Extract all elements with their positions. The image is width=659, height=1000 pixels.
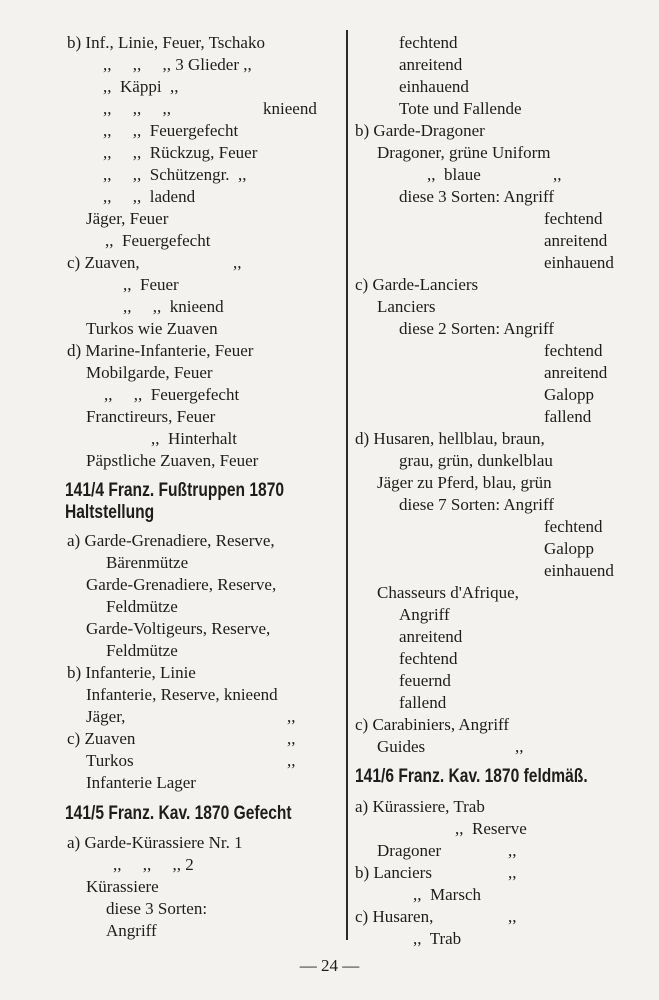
entry-line: Guides xyxy=(377,737,426,756)
entry-line: ,, Reserve xyxy=(455,819,527,838)
section-heading: 141/4 Franz. Fußtruppen 1870 xyxy=(65,480,285,501)
entry-line: diese 2 Sorten: Angriff xyxy=(399,319,555,338)
entry-line: ,, ,, ,, 2 xyxy=(113,855,194,874)
entry-line: ,, blaue xyxy=(427,165,481,184)
entry-line: Jäger, xyxy=(86,707,126,726)
entry-line: a) Garde-Kürassiere Nr. 1 xyxy=(67,833,243,852)
entry-line: fechtend xyxy=(544,517,603,536)
entry-line: c) Garde-Lanciers xyxy=(355,275,479,294)
entry-line: anreitend xyxy=(399,627,463,646)
entry-line: Lanciers xyxy=(377,297,436,316)
entry-line: fallend xyxy=(399,693,447,712)
entry-line: Jäger zu Pferd, blau, grün xyxy=(377,473,552,492)
entry-line: ,, xyxy=(515,737,524,756)
entry-line: ,, ,, Feuergefecht xyxy=(104,385,240,404)
entry-line: ,, Hinterhalt xyxy=(151,429,237,448)
section-heading: Haltstellung xyxy=(65,502,155,523)
entry-line: ,, ,, ,, 3 Glieder ,, xyxy=(103,55,252,74)
entry-line: Mobilgarde, Feuer xyxy=(86,363,213,382)
entry-line: anreitend xyxy=(544,231,608,250)
entry-line: ,, xyxy=(508,863,517,882)
entry-line: ,, xyxy=(508,841,517,860)
page-number: — 24 — xyxy=(299,956,360,975)
entry-line: knieend xyxy=(263,99,317,118)
entry-line: Angriff xyxy=(399,605,450,624)
entry-line: Chasseurs d'Afrique, xyxy=(377,583,519,602)
entry-line: ,, xyxy=(553,165,562,184)
entry-line: ,, xyxy=(287,729,296,748)
entry-line: diese 3 Sorten: Angriff xyxy=(399,187,555,206)
entry-line: a) Garde-Grenadiere, Reserve, xyxy=(67,531,275,550)
entry-line: c) Zuaven xyxy=(67,729,136,748)
section-heading: 141/6 Franz. Kav. 1870 feldmäß. xyxy=(355,766,588,787)
entry-line: ,, ,, knieend xyxy=(123,297,224,316)
column-divider xyxy=(346,30,348,940)
entry-line: ,, ,, ladend xyxy=(103,187,196,206)
entry-line: d) Husaren, hellblau, braun, xyxy=(355,429,545,448)
entry-line: einhauend xyxy=(399,77,469,96)
entry-line: c) Zuaven, xyxy=(67,253,140,272)
entry-line: ,, xyxy=(233,253,242,272)
entry-line: Angriff xyxy=(106,921,157,940)
entry-line: Infanterie, Reserve, knieend xyxy=(86,685,278,704)
entry-line: ,, ,, Feuergefecht xyxy=(103,121,239,140)
entry-line: ,, xyxy=(287,707,296,726)
entry-line: Galopp xyxy=(544,539,595,558)
entry-line: b) Garde-Dragoner xyxy=(355,121,485,140)
entry-line: Infanterie Lager xyxy=(86,773,196,792)
entry-line: b) Inf., Linie, Feuer, Tschako xyxy=(67,33,265,52)
entry-line: Bärenmütze xyxy=(106,553,189,572)
entry-line: Tote und Fallende xyxy=(399,99,522,118)
entry-line: ,, Marsch xyxy=(413,885,481,904)
entry-line: Garde-Grenadiere, Reserve, xyxy=(86,575,277,594)
entry-line: b) Lanciers xyxy=(355,863,432,882)
entry-line: d) Marine-Infanterie, Feuer xyxy=(67,341,254,360)
entry-line: Galopp xyxy=(544,385,595,404)
section-heading: 141/5 Franz. Kav. 1870 Gefecht xyxy=(65,803,292,824)
entry-line: grau, grün, dunkelblau xyxy=(399,451,553,470)
entry-line: Kürassiere xyxy=(86,877,159,896)
entry-line: ,, Feuer xyxy=(123,275,179,294)
entry-line: anreitend xyxy=(544,363,608,382)
entry-line: b) Infanterie, Linie xyxy=(67,663,196,682)
entry-line: Päpstliche Zuaven, Feuer xyxy=(86,451,259,470)
entry-line: ,, Käppi ,, xyxy=(103,77,179,96)
entry-line: Turkos xyxy=(86,751,134,770)
entry-line: diese 3 Sorten: xyxy=(106,899,208,918)
entry-line: ,, Trab xyxy=(413,929,462,948)
entry-line: feuernd xyxy=(399,671,451,690)
entry-line: fechtend xyxy=(399,649,458,668)
entry-line: Garde-Voltigeurs, Reserve, xyxy=(86,619,271,638)
entry-line: c) Carabiniers, Angriff xyxy=(355,715,510,734)
entry-line: einhauend xyxy=(544,561,614,580)
entry-line: c) Husaren, xyxy=(355,907,434,926)
entry-line: fechtend xyxy=(544,209,603,228)
entry-line: Dragoner xyxy=(377,841,442,860)
entry-line: Jäger, Feuer xyxy=(86,209,169,228)
entry-line: ,, ,, Schützengr. ,, xyxy=(103,165,247,184)
entry-line: Dragoner, grüne Uniform xyxy=(377,143,551,162)
entry-line: fechtend xyxy=(544,341,603,360)
entry-line: a) Kürassiere, Trab xyxy=(355,797,485,816)
entry-line: ,, xyxy=(508,907,517,926)
entry-line: Feldmütze xyxy=(106,641,178,660)
entry-line: ,, Feuergefecht xyxy=(105,231,211,250)
entry-line: ,, ,, Rückzug, Feuer xyxy=(103,143,258,162)
entry-line: ,, ,, ,, xyxy=(103,99,171,118)
entry-line: ,, xyxy=(287,751,296,770)
entry-line: anreitend xyxy=(399,55,463,74)
entry-line: fallend xyxy=(544,407,592,426)
entry-line: Franctireurs, Feuer xyxy=(86,407,216,426)
entry-line: diese 7 Sorten: Angriff xyxy=(399,495,555,514)
entry-line: einhauend xyxy=(544,253,614,272)
entry-line: Turkos wie Zuaven xyxy=(86,319,218,338)
entry-line: fechtend xyxy=(399,33,458,52)
entry-line: Feldmütze xyxy=(106,597,178,616)
